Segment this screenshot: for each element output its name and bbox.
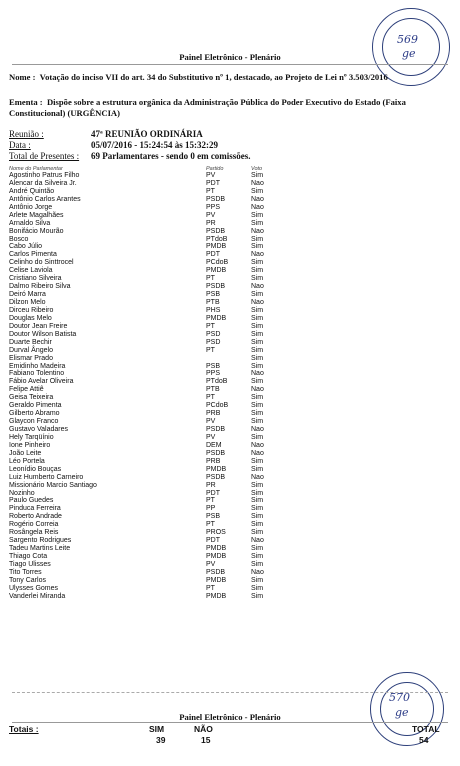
vote-row [9,172,309,180]
parliamentarian-name: Vanderlei Miranda [9,592,66,600]
parliamentarian-name: Hely Tarqüínio [9,433,54,441]
party: PCdoB [206,259,229,267]
vote: Nao [251,179,264,187]
nome-value: Votação do inciso VII do art. 34 do Substitutivo nº 1, destacado, ao Projeto de Lei nº 3.503/2016 [39,72,388,82]
parliamentarian-name: Doutor Wilson Batista [9,330,77,338]
parliamentarian-name: Gustavo Valadares [9,426,69,433]
party: PT [206,187,215,195]
vote-row [9,513,309,521]
vote-row [9,402,309,410]
vote-row [9,434,309,442]
footer-rule-top [12,692,448,693]
parliamentarian-name: Felipe Attiê [9,386,44,394]
nao-total: 15 [201,735,211,745]
vote-row [9,291,309,299]
party: PV [206,560,216,568]
party: PT [206,275,215,283]
party: PTdoB [206,235,228,243]
vote-row [9,283,309,291]
data-value: 05/07/2016 - 15:24:54 às 15:32:29 [91,140,218,150]
parliamentarian-name: Tito Torres [9,568,42,576]
vote-row [9,267,309,275]
vote: Nao [251,299,264,306]
party: PPS [206,370,221,378]
reuniao-value: 47ª REUNIÃO ORDINÁRIA [91,129,203,139]
vote-row [9,474,309,482]
stamp-initials: ge [395,706,409,719]
party: DEM [206,441,222,449]
vote: Sim [251,402,264,410]
parliamentarian-name: Tiago Ulisses [9,560,51,568]
party: PT [206,497,215,505]
vote-row [9,378,309,386]
parliamentarian-name: Fabiano Tolentino [9,370,65,378]
vote-row [9,259,309,267]
vote: Nao [251,227,264,235]
parliamentarian-name: Ulysses Gomes [9,584,59,592]
vote-row [9,323,309,331]
vote-row [9,220,309,228]
parliamentarian-name: Gilberto Abramo [9,410,60,418]
vote: Sim [251,219,264,227]
vote-row [9,394,309,402]
vote: Sim [251,338,264,346]
vote: Nao [251,195,264,203]
vote-row [9,180,309,188]
parliamentarian-name: Emidinho Madeira [9,362,66,370]
vote-row [9,482,309,490]
total-header: TOTAL [412,724,440,734]
stamp-initials: ge [402,47,416,60]
nome-label: Nome : [9,72,36,82]
vote: Sim [251,481,264,489]
parliamentarian-name: Durval Ângelo [9,346,53,354]
vote-row [9,490,309,498]
party: PDT [206,489,220,497]
stamp-page-number: 570 [389,691,410,704]
vote-list [9,172,309,601]
column-header-vote: Voto [251,166,263,172]
party: PT [206,584,215,592]
party: PSB [206,513,221,521]
parliamentarian-name: Fábio Avelar Oliveira [9,378,74,386]
vote-row [9,545,309,553]
party: PSD [206,338,221,346]
vote: Sim [251,275,264,283]
parliamentarian-name: Agostinho Patrus Filho [9,172,80,179]
party: PMDB [206,553,227,560]
party: PT [206,394,215,402]
parliamentarian-name: Léo Portela [9,457,45,465]
vote: Sim [251,433,264,441]
vote-row [9,537,309,545]
vote-row [9,418,309,426]
vote: Sim [251,259,264,267]
vote: Nao [251,441,264,449]
parliamentarian-name: Arlete Magalhães [9,211,64,219]
parliamentarian-name: Nozinho [9,489,35,497]
vote: Sim [251,521,264,529]
party: PV [206,433,216,441]
party: PSB [206,291,221,299]
parliamentarian-name: Rogério Correia [9,521,59,529]
vote-row [9,339,309,347]
party: PDT [206,251,220,259]
parliamentarian-name: Deiró Marra [9,291,46,299]
vote: Nao [251,449,264,457]
vote: Sim [251,267,264,275]
party: PSDB [206,227,226,235]
vote: Sim [251,187,264,195]
vote: Nao [251,251,264,259]
party: PSDB [206,473,226,481]
parliamentarian-name: Alencar da Silveira Jr. [9,179,77,187]
vote: Sim [251,497,264,505]
ementa-label: Ementa : [9,97,43,107]
vote-row [9,315,309,323]
parliamentarian-name: Elismar Prado [9,354,53,362]
vote: Nao [251,283,264,291]
totais-label: Totais : [9,724,39,734]
presentes-label: Total de Presentes : [9,151,80,161]
sim-total: 39 [156,735,166,745]
vote: Sim [251,465,264,473]
party: PMDB [206,592,227,600]
vote-row [9,196,309,204]
vote: Sim [251,513,264,521]
party: PV [206,211,216,219]
party: PRB [206,410,221,418]
nao-header: NÃO [194,724,213,734]
party: PV [206,172,216,179]
vote-row [9,521,309,529]
vote: Sim [251,394,264,402]
header-rule [12,64,448,65]
party: PMDB [206,465,227,473]
parliamentarian-name: Doutor Jean Freire [9,322,68,330]
presentes-value: 69 Parlamentares - sendo 0 em comissões. [91,151,251,161]
parliamentarian-name: André Quintão [9,187,55,195]
parliamentarian-name: Celinho do Sinttrocel [9,259,74,267]
vote: Sim [251,592,264,600]
vote: Sim [251,362,264,370]
party: PSDB [206,568,226,576]
vote-row [9,497,309,505]
party: PSDB [206,449,226,457]
vote-row [9,251,309,259]
party: PR [206,219,216,227]
vote-row [9,593,309,601]
protocol-stamp-bottom [370,672,444,746]
vote: Sim [251,291,264,299]
vote: Nao [251,203,264,211]
parliamentarian-name: Rosângela Reis [9,529,59,537]
parliamentarian-name: Glaycon Franco [9,418,59,426]
parliamentarian-name: Duarte Bechir [9,338,52,346]
vote: Sim [251,553,264,560]
parliamentarian-name: Sargento Rodrigues [9,537,72,545]
party: PTB [206,386,220,394]
ementa-value: Dispõe sobre a estrutura orgânica da Administração Pública do Poder Executivo do Estado (Faixa Constitucional) (URGÊNCIA) [9,97,406,118]
vote-row [9,243,309,251]
party: PV [206,418,216,426]
party: PCdoB [206,402,229,410]
parliamentarian-name: Bosco [9,235,29,243]
parliamentarian-name: Tony Carlos [9,576,46,584]
vote: Nao [251,386,264,394]
vote: Sim [251,314,264,322]
party: PMDB [206,576,227,584]
vote-row [9,299,309,307]
party: PSDB [206,195,226,203]
party: PR [206,481,216,489]
parliamentarian-name: Dalmo Ribeiro Silva [9,283,71,291]
party: PHS [206,306,221,314]
vote-row [9,355,309,363]
vote: Sim [251,211,264,219]
party: PRB [206,457,221,465]
vote-row [9,561,309,569]
party: PDT [206,537,220,545]
data-label: Data : [9,140,31,150]
vote: Sim [251,560,264,568]
vote-row [9,228,309,236]
vote-row [9,275,309,283]
parliamentarian-name: Celise Laviola [9,267,53,275]
vote: Sim [251,545,264,553]
party: PROS [206,529,226,537]
vote: Sim [251,505,264,513]
parliamentarian-name: Dilzon Melo [9,299,46,306]
reuniao-label: Reunião : [9,129,44,139]
party: PSB [206,362,221,370]
vote-row [9,331,309,339]
party: PPS [206,203,221,211]
party: PTB [206,299,220,306]
party: PT [206,322,215,330]
nome-block [9,72,449,83]
vote-row [9,553,309,561]
party: PMDB [206,545,227,553]
parliamentarian-name: João Leite [9,449,42,457]
sim-header: SIM [149,724,165,734]
parliamentarian-name: Cabo Júlio [9,243,43,251]
column-header-party: Partido [206,166,224,172]
vote: Sim [251,346,264,354]
vote-row [9,204,309,212]
vote: Sim [251,306,264,314]
vote-row [9,466,309,474]
vote-row [9,363,309,371]
vote: Sim [251,378,264,386]
parliamentarian-name: Luiz Humberto Carneiro [9,473,84,481]
vote: Sim [251,330,264,338]
party: PMDB [206,267,227,275]
footer-title: Painel Eletrônico - Plenário [179,712,281,722]
vote-row [9,458,309,466]
vote: Sim [251,418,264,426]
column-header-name: Nome do Parlamentar [9,166,63,172]
vote-row [9,212,309,220]
vote-row [9,188,309,196]
vote-row [9,386,309,394]
parliamentarian-name: Ione Pinheiro [9,441,51,449]
vote: Sim [251,172,264,179]
parliamentarian-name: Bonifácio Mourão [9,227,64,235]
footer-rule [12,722,448,723]
vote: Nao [251,370,264,378]
parliamentarian-name: Leonídio Bouças [9,465,62,473]
parliamentarian-name: Roberto Andrade [9,513,62,521]
page-header-title: Painel Eletrônico - Plenário [179,52,281,62]
stamp-page-number: 569 [397,33,418,46]
party: PSDB [206,426,226,433]
vote-row [9,426,309,434]
vote: Sim [251,584,264,592]
parliamentarian-name: Antônio Jorge [9,203,53,211]
vote: Nao [251,426,264,433]
party: PT [206,521,215,529]
parliamentarian-name: Tadeu Martins Leite [9,545,71,553]
party: PSDB [206,283,226,291]
vote-row [9,410,309,418]
party: PDT [206,179,220,187]
party: PTdoB [206,378,228,386]
vote-row [9,585,309,593]
parliamentarian-name: Arnaldo Silva [9,219,51,227]
party: PP [206,505,216,513]
vote-row [9,442,309,450]
vote-row [9,569,309,577]
vote-row [9,505,309,513]
parliamentarian-name: Cristiano Silveira [9,275,62,283]
vote: Nao [251,568,264,576]
vote: Nao [251,537,264,545]
vote: Sim [251,410,264,418]
vote: Sim [251,457,264,465]
parliamentarian-name: Pinduca Ferreira [9,505,61,513]
vote-row [9,577,309,585]
vote: Sim [251,235,264,243]
vote-row [9,450,309,458]
parliamentarian-name: Antônio Carlos Arantes [9,195,81,203]
parliamentarian-name: Douglas Melo [9,314,52,322]
ementa-block [9,97,449,119]
vote-row [9,307,309,315]
parliamentarian-name: Dirceu Ribeiro [9,306,54,314]
parliamentarian-name: Geisa Teixeira [9,394,54,402]
vote: Sim [251,529,264,537]
vote: Sim [251,489,264,497]
vote-row [9,347,309,355]
vote: Sim [251,354,264,362]
vote-row [9,370,309,378]
vote-row [9,529,309,537]
vote: Sim [251,243,264,251]
parliamentarian-name: Thiago Cota [9,553,48,560]
party: PMDB [206,243,227,251]
party: PMDB [206,314,227,322]
vote: Sim [251,576,264,584]
party: PT [206,346,215,354]
party: PSD [206,330,221,338]
parliamentarian-name: Paulo Guedes [9,497,54,505]
parliamentarian-name: Carlos Pimenta [9,251,57,259]
vote-row [9,236,309,244]
parliamentarian-name: Geraldo Pimenta [9,402,62,410]
parliamentarian-name: Missionário Marcio Santiago [9,481,97,489]
grand-total: 54 [419,735,429,745]
vote: Sim [251,322,264,330]
vote: Nao [251,473,264,481]
